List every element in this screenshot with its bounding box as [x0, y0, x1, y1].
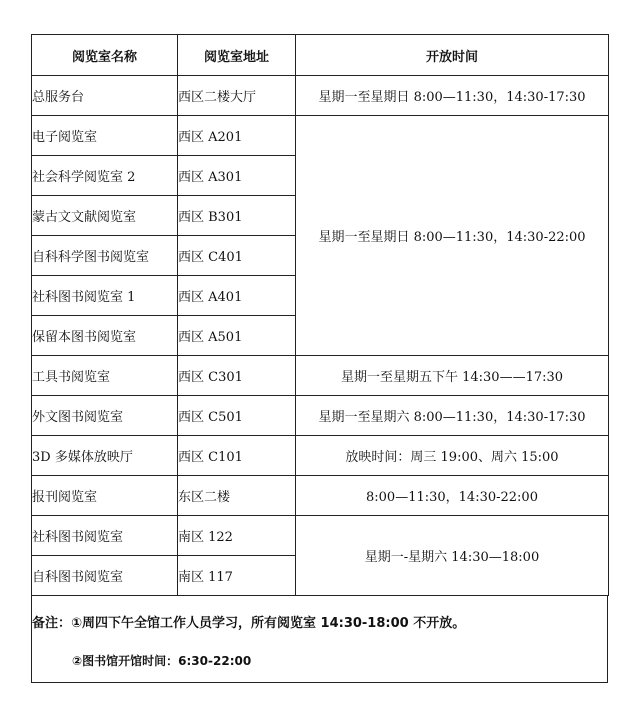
room-hours: 星期一至星期日 8:00—11:30，14:30-22:00: [296, 116, 609, 356]
room-address: 西区 A401: [178, 276, 296, 316]
table-row: [32, 436, 609, 476]
room-address: 东区二楼: [178, 476, 296, 516]
table-row: [32, 516, 609, 556]
room-address: 西区 C101: [178, 436, 296, 476]
room-address: 西区 C401: [178, 236, 296, 276]
room-name: 自科图书阅览室: [32, 556, 178, 596]
room-name: 社会科学阅览室 2: [32, 156, 178, 196]
room-name: 电子阅览室: [32, 116, 178, 156]
room-hours: 星期一至星期六 8:00—11:30，14:30-17:30: [296, 396, 609, 436]
notes-box: [31, 596, 608, 683]
room-name: 3D 多媒体放映厅: [32, 436, 178, 476]
room-address: 西区 A201: [178, 116, 296, 156]
room-hours: 星期一至星期日 8:00—11:30，14:30-17:30: [296, 76, 609, 116]
library-hours-document: [31, 34, 608, 683]
room-hours: 星期一-星期六 14:30—18:00: [296, 516, 609, 596]
room-address: 南区 122: [178, 516, 296, 556]
room-name: 报刊阅览室: [32, 476, 178, 516]
table-row: [32, 116, 609, 156]
room-name: 社科图书阅览室 1: [32, 276, 178, 316]
header-address: 阅览室地址: [178, 35, 296, 76]
note-line-2: ②图书馆开馆时间：6:30-22:00: [72, 654, 252, 668]
room-address: 西区二楼大厅: [178, 76, 296, 116]
room-address: 西区 A501: [178, 316, 296, 356]
reading-room-table: [31, 34, 609, 596]
room-hours: 星期一至星期五下午 14:30——17:30: [296, 356, 609, 396]
room-hours: 放映时间：周三 19:00、周六 15:00: [296, 436, 609, 476]
header-hours: 开放时间: [296, 35, 609, 76]
table-row: [32, 396, 609, 436]
table-row: [32, 476, 609, 516]
room-address: 西区 C301: [178, 356, 296, 396]
room-name: 外文图书阅览室: [32, 396, 178, 436]
note-line-1: 备注：①周四下午全馆工作人员学习，所有阅览室 14:30-18:00 不开放。: [32, 616, 466, 631]
header-name: 阅览室名称: [32, 35, 178, 76]
table-row: [32, 76, 609, 116]
room-hours: 8:00—11:30，14:30-22:00: [296, 476, 609, 516]
room-address: 西区 C501: [178, 396, 296, 436]
table-row: [32, 356, 609, 396]
room-name: 保留本图书阅览室: [32, 316, 178, 356]
room-address: 西区 A301: [178, 156, 296, 196]
room-name: 工具书阅览室: [32, 356, 178, 396]
room-address: 南区 117: [178, 556, 296, 596]
room-name: 蒙古文文献阅览室: [32, 196, 178, 236]
room-name: 自科科学图书阅览室: [32, 236, 178, 276]
table-header-row: [32, 35, 609, 76]
room-address: 西区 B301: [178, 196, 296, 236]
room-name: 社科图书阅览室: [32, 516, 178, 556]
room-name: 总服务台: [32, 76, 178, 116]
